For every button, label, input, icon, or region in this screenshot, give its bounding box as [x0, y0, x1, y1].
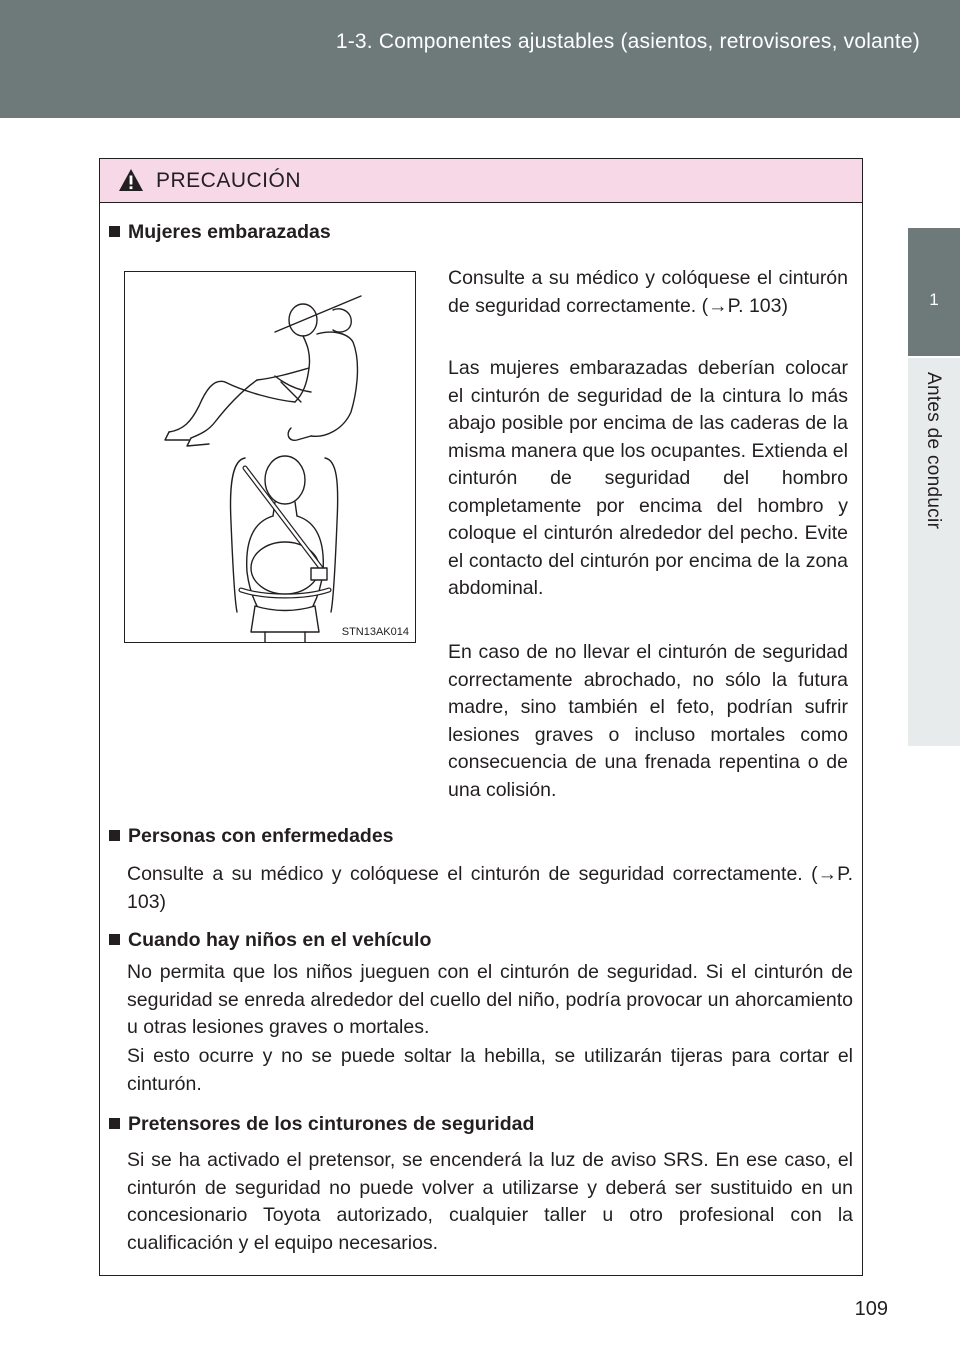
chapter-tab	[908, 228, 960, 356]
caution-title: PRECAUCIÓN	[156, 168, 302, 192]
section-heading	[109, 929, 431, 952]
section-heading-text: Pretensores de los cinturones de seguridad	[128, 1113, 535, 1135]
section-heading-text: Personas con enfermedades	[128, 825, 394, 847]
caution-box	[99, 158, 863, 1276]
paragraph: Si esto ocurre y no se puede soltar la hebilla, se utilizarán tijeras para cortar el cinturón.	[127, 1045, 853, 1095]
pregnant-woman-seatbelt-drawing	[125, 272, 415, 642]
caution-header	[100, 159, 862, 203]
section-heading	[109, 221, 331, 244]
section-heading	[109, 825, 394, 848]
section-heading	[109, 1113, 534, 1136]
paragraph: Consulte a su médico y colóquese el cinturón de seguridad correctamente. (→P. 103)	[127, 863, 853, 913]
paragraph: En caso de no llevar el cinturón de seguridad correctamente abrochado, no sólo la futura madre, sino también el feto, podrían sufrir lesiones graves o incluso mortales como consecuencia de una frenada repentina o de una colisión.	[448, 641, 848, 801]
chapter-number: 1	[929, 290, 939, 309]
warning-triangle-icon	[118, 168, 144, 192]
bullet-square-icon	[109, 226, 120, 237]
paragraph: Las mujeres embarazadas deberían colocar el cinturón de seguridad de la cintura lo más abajo posible por encima de las caderas de la misma manera que los ocupantes. Extienda el cinturón de seguridad del hombro completamente por encima del hombro y coloque el cinturón alrededor del pecho. Evite el contacto del cinturón por encima de la zona abdominal.	[448, 357, 848, 599]
header-band	[0, 0, 960, 118]
section-heading-text: Mujeres embarazadas	[128, 221, 331, 243]
paragraph: Consulte a su médico y colóquese el cinturón de seguridad correctamente. (→P. 103)	[448, 267, 848, 317]
section-heading-text: Cuando hay niños en el vehículo	[128, 929, 432, 951]
bullet-square-icon	[109, 1118, 120, 1129]
page-number: 109	[854, 1298, 888, 1320]
bullet-square-icon	[109, 934, 120, 945]
bullet-square-icon	[109, 830, 120, 841]
chapter-label: Antes de conducir	[923, 372, 944, 530]
paragraph: Si se ha activado el pretensor, se encenderá la luz de aviso SRS. En ese caso, el cinturón de seguridad no puede volver a utilizarse y deberá ser sustituido en un concesionario Toyota autorizado, cualquier taller u otro profesional con la cualificación y el equipo necesarios.	[127, 1149, 853, 1254]
figure-code: STN13AK014	[341, 626, 409, 638]
paragraph: No permita que los niños jueguen con el cinturón de seguridad. Si el cinturón de seguridad se enreda alrededor del cuello del niño, podría provocar un ahorcamiento u otras lesiones graves o mortales.	[127, 961, 853, 1038]
seatbelt-illustration	[124, 271, 416, 643]
chapter-title: 1-3. Componentes ajustables (asientos, retrovisores, volante)	[335, 30, 920, 53]
